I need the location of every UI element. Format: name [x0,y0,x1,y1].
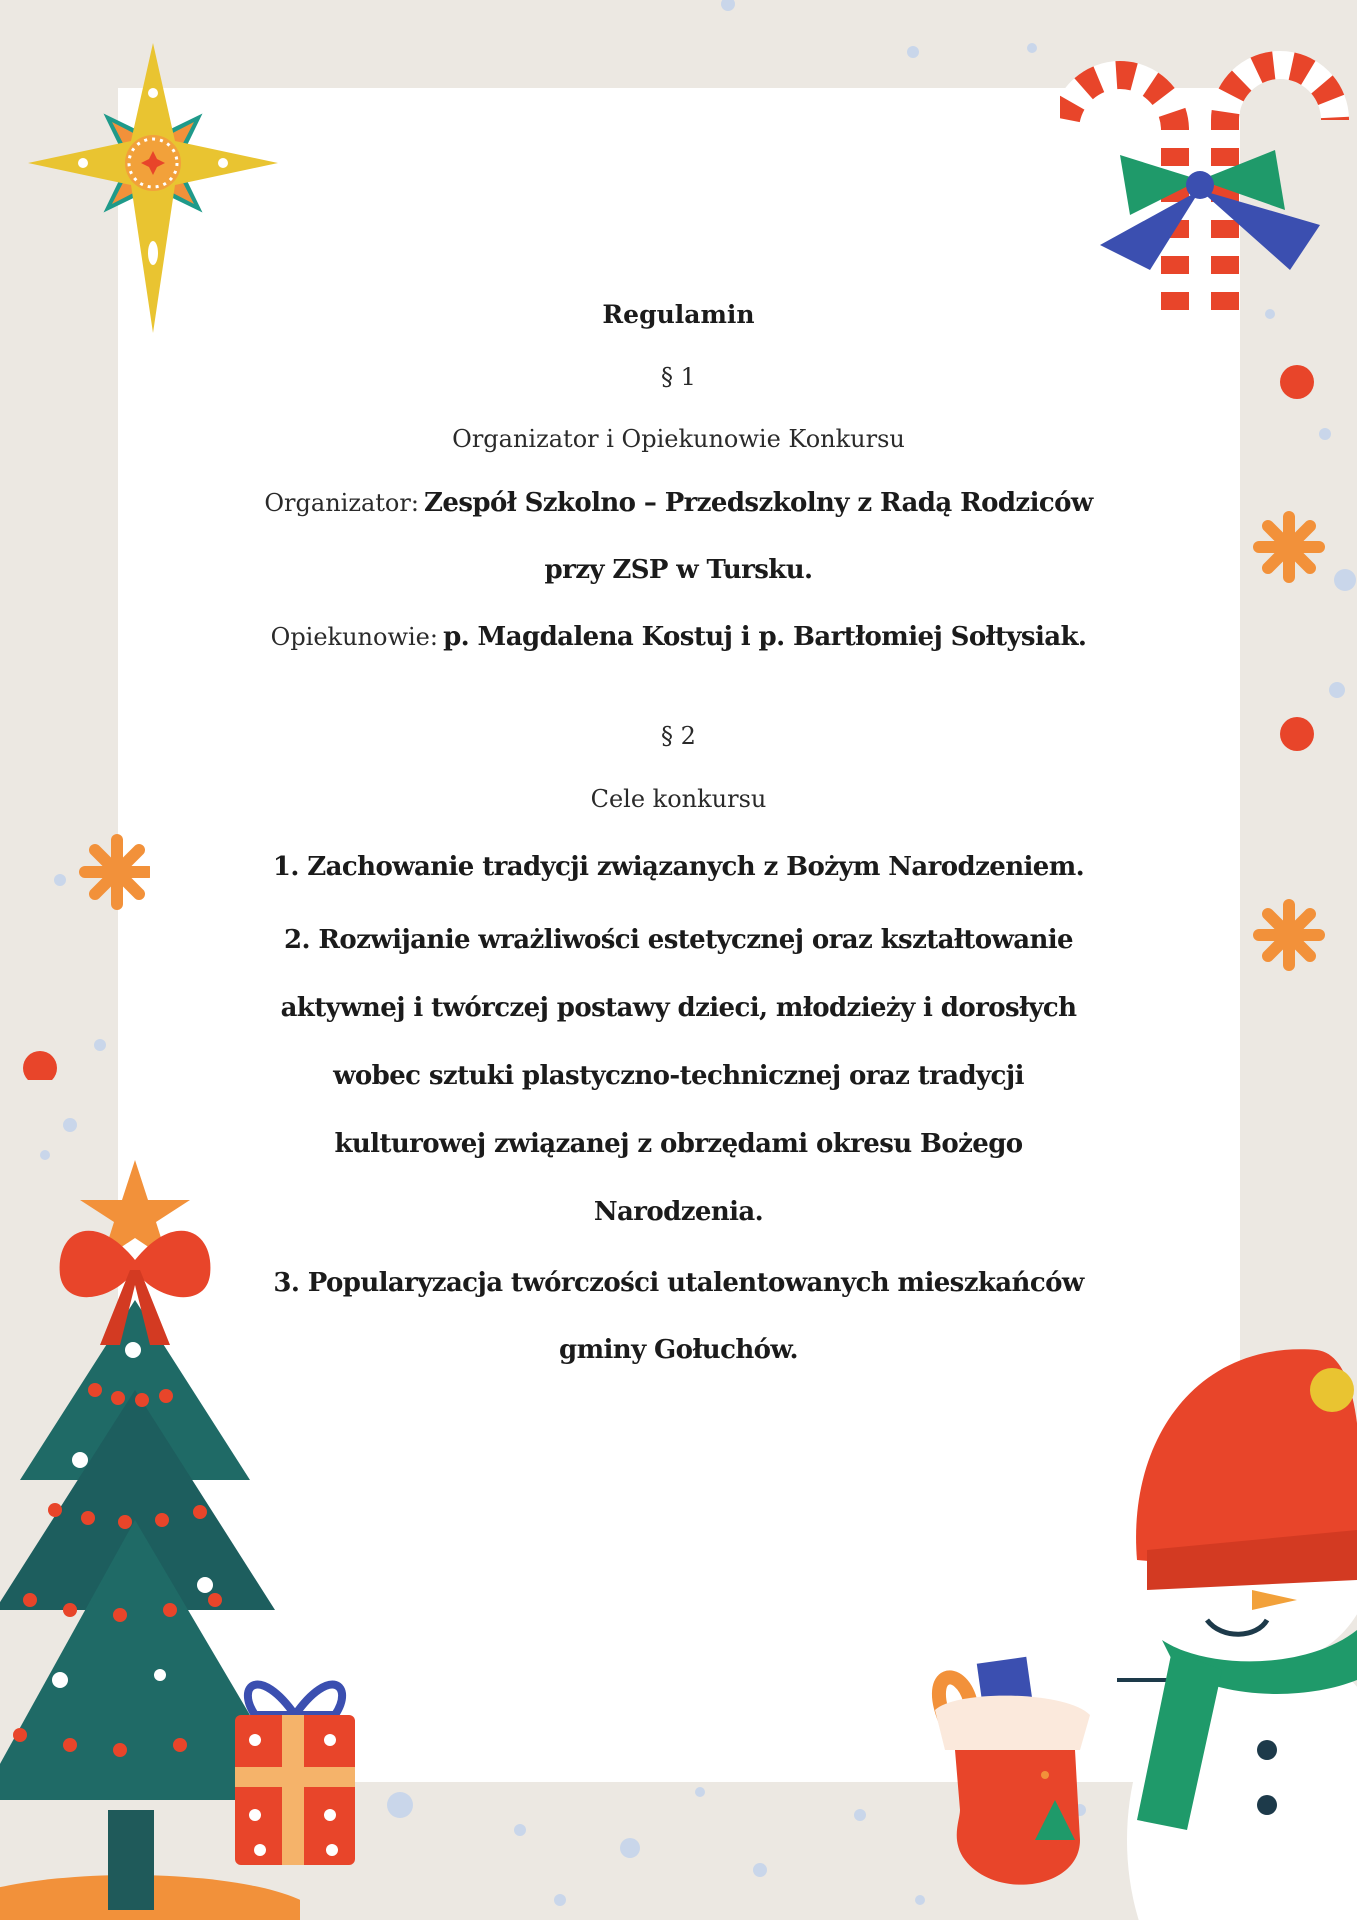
section-1-heading: Organizator i Opiekunowie Konkursu [452,425,905,453]
organizer-label: Organizator: [264,489,419,517]
goal-line: gminy Gołuchów. [559,1335,798,1365]
guardians-label: Opiekunowie: [270,623,438,651]
goal-line: 2. Rozwijanie wrażliwości estetycznej oraz kształtowanie [284,925,1073,955]
organizer-line [0,488,1357,518]
section-2-heading: Cele konkursu [590,785,767,813]
goal-line: 1. Zachowanie tradycji związanych z Bożym Narodzeniem. [272,852,1085,882]
goal-line: Narodzenia. [593,1197,764,1227]
christmas-star-icon [20,20,300,340]
goal-line: kulturowej związanej z obrzędami okresu Bożego [334,1129,1023,1159]
goal-line: aktywnej i twórczej postawy dzieci, młodzieży i dorosłych [280,993,1077,1023]
section-1-number: § 1 [661,363,696,391]
section-2-number: § 2 [661,722,696,750]
goal-line: wobec sztuki plastyczno-technicznej oraz tradycji [333,1061,1024,1091]
guardians-line [0,622,1357,652]
christmas-stocking-icon [915,1640,1115,1900]
goal-line: 3. Popularyzacja twórczości utalentowanych mieszkańców [273,1268,1084,1298]
guardians-value: p. Magdalena Kostuj i p. Bartłomiej Sołtysiak. [443,622,1087,652]
snowman-icon [1117,1320,1357,1920]
organizer-value-continued: przy ZSP w Tursku. [544,555,813,585]
gift-box-icon [220,1655,370,1875]
document-title: Regulamin [602,300,755,329]
organizer-value: Zespół Szkolno – Przedszkolny z Radą Rodziców [424,488,1093,518]
candy-canes-with-bow-icon [1060,40,1350,330]
